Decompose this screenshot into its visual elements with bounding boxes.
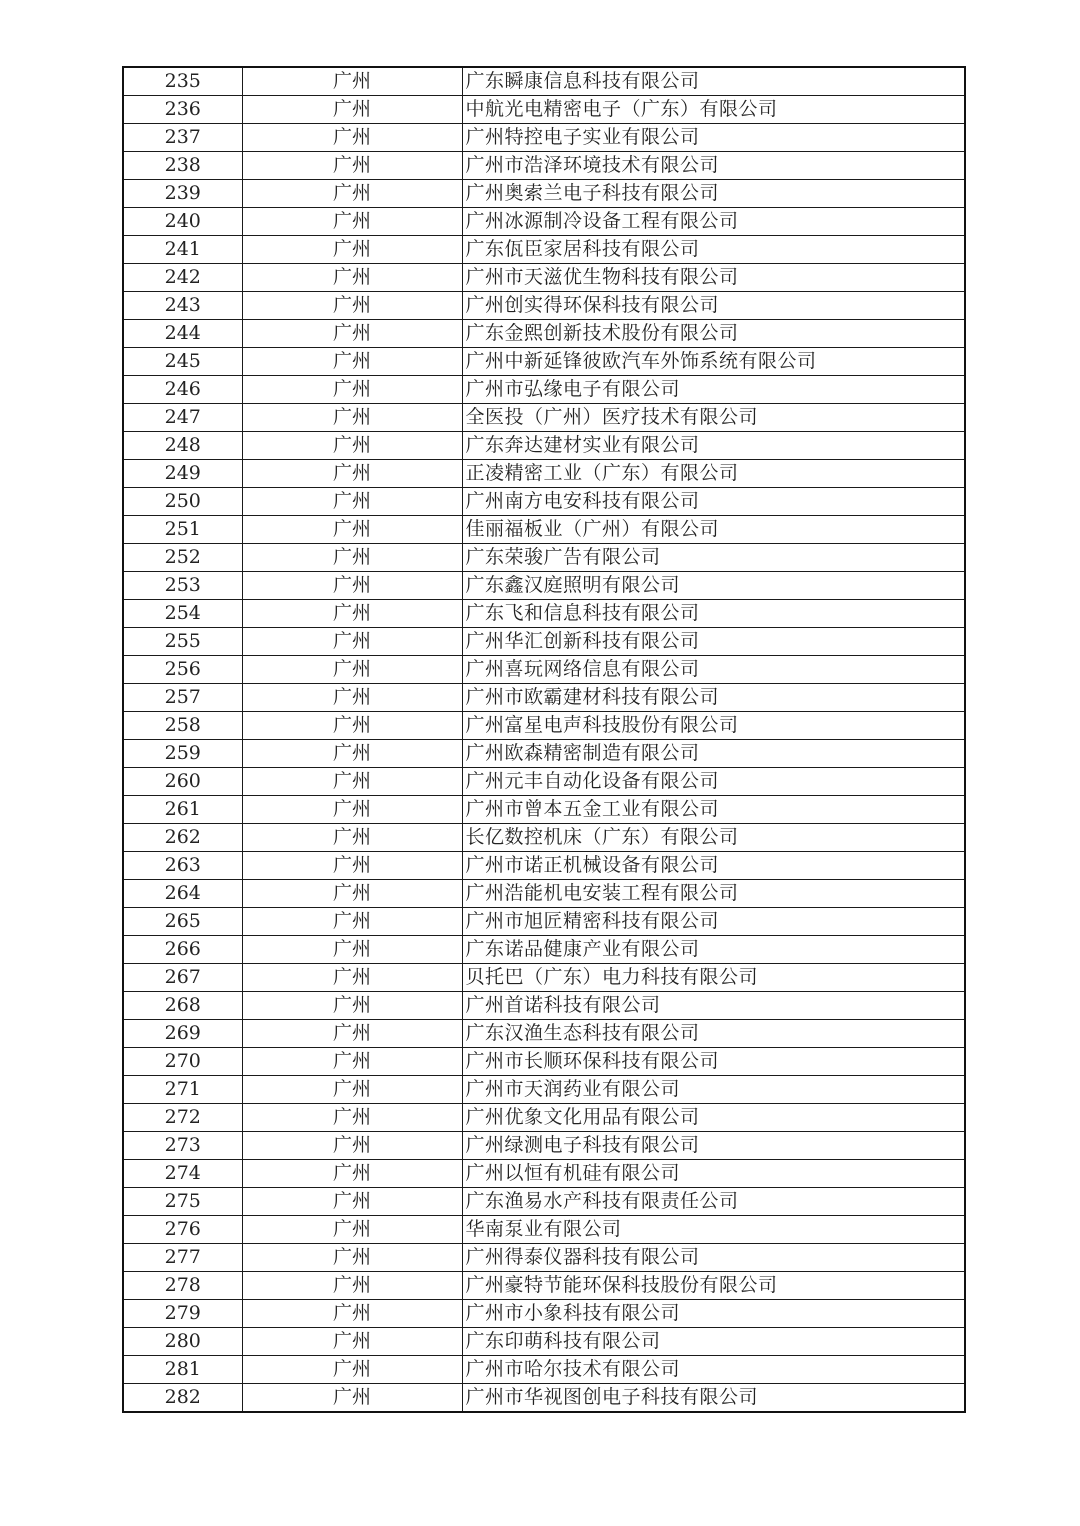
city-cell: 广州: [242, 852, 462, 880]
table-row: [123, 768, 965, 796]
company-name-cell: 广州欧森精密制造有限公司: [462, 740, 965, 768]
table-row: [123, 1048, 965, 1076]
company-name-cell: 广州冰源制冷设备工程有限公司: [462, 208, 965, 236]
city-cell: 广州: [242, 1216, 462, 1244]
city-cell: 广州: [242, 1020, 462, 1048]
company-name-cell: 广东渔易水产科技有限责任公司: [462, 1188, 965, 1216]
row-number-cell: 254: [123, 600, 242, 628]
city-cell: 广州: [242, 796, 462, 824]
company-name-cell: 广东荣骏广告有限公司: [462, 544, 965, 572]
row-number-cell: 278: [123, 1272, 242, 1300]
company-name-cell: 广州市欧霸建材科技有限公司: [462, 684, 965, 712]
table-row: [123, 852, 965, 880]
company-name-cell: 广州以恒有机硅有限公司: [462, 1160, 965, 1188]
row-number-cell: 247: [123, 404, 242, 432]
city-cell: 广州: [242, 656, 462, 684]
table-row: [123, 1160, 965, 1188]
table-row: [123, 1328, 965, 1356]
city-cell: 广州: [242, 628, 462, 656]
row-number-cell: 276: [123, 1216, 242, 1244]
city-cell: 广州: [242, 712, 462, 740]
city-cell: 广州: [242, 236, 462, 264]
city-cell: 广州: [242, 1356, 462, 1384]
table-row: [123, 1356, 965, 1384]
row-number-cell: 251: [123, 516, 242, 544]
row-number-cell: 266: [123, 936, 242, 964]
company-name-cell: 广州首诺科技有限公司: [462, 992, 965, 1020]
company-name-cell: 广东印萌科技有限公司: [462, 1328, 965, 1356]
table-row: [123, 712, 965, 740]
table-row: [123, 600, 965, 628]
city-cell: 广州: [242, 992, 462, 1020]
table-row: [123, 544, 965, 572]
city-cell: 广州: [242, 67, 462, 96]
row-number-cell: 249: [123, 460, 242, 488]
company-name-cell: 广州特控电子实业有限公司: [462, 124, 965, 152]
city-cell: 广州: [242, 1104, 462, 1132]
table-row: [123, 1384, 965, 1413]
company-name-cell: 广州市华视图创电子科技有限公司: [462, 1384, 965, 1413]
row-number-cell: 262: [123, 824, 242, 852]
company-name-cell: 长亿数控机床（广东）有限公司: [462, 824, 965, 852]
table-row: [123, 964, 965, 992]
city-cell: 广州: [242, 600, 462, 628]
table-row: [123, 1300, 965, 1328]
city-cell: 广州: [242, 824, 462, 852]
company-name-cell: 广州绿测电子科技有限公司: [462, 1132, 965, 1160]
company-name-cell: 广州喜玩网络信息有限公司: [462, 656, 965, 684]
row-number-cell: 243: [123, 292, 242, 320]
table-row: [123, 1076, 965, 1104]
table-row: [123, 404, 965, 432]
company-name-cell: 广州浩能机电安装工程有限公司: [462, 880, 965, 908]
table-row: [123, 432, 965, 460]
company-name-cell: 广州市小象科技有限公司: [462, 1300, 965, 1328]
company-name-cell: 全医投（广州）医疗技术有限公司: [462, 404, 965, 432]
row-number-cell: 239: [123, 180, 242, 208]
row-number-cell: 244: [123, 320, 242, 348]
row-number-cell: 253: [123, 572, 242, 600]
row-number-cell: 277: [123, 1244, 242, 1272]
city-cell: 广州: [242, 1160, 462, 1188]
table-row: [123, 67, 965, 96]
table-row: [123, 180, 965, 208]
city-cell: 广州: [242, 516, 462, 544]
row-number-cell: 260: [123, 768, 242, 796]
city-cell: 广州: [242, 1188, 462, 1216]
company-name-cell: 广州市曾本五金工业有限公司: [462, 796, 965, 824]
company-list-body: [123, 67, 965, 1412]
table-row: [123, 1104, 965, 1132]
city-cell: 广州: [242, 208, 462, 236]
table-row: [123, 824, 965, 852]
row-number-cell: 281: [123, 1356, 242, 1384]
row-number-cell: 271: [123, 1076, 242, 1104]
city-cell: 广州: [242, 684, 462, 712]
city-cell: 广州: [242, 1132, 462, 1160]
company-name-cell: 广州市长顺环保科技有限公司: [462, 1048, 965, 1076]
table-row: [123, 292, 965, 320]
row-number-cell: 265: [123, 908, 242, 936]
row-number-cell: 273: [123, 1132, 242, 1160]
company-name-cell: 广东诺品健康产业有限公司: [462, 936, 965, 964]
table-row: [123, 628, 965, 656]
city-cell: 广州: [242, 124, 462, 152]
row-number-cell: 235: [123, 67, 242, 96]
table-row: [123, 684, 965, 712]
table-row: [123, 1272, 965, 1300]
row-number-cell: 274: [123, 1160, 242, 1188]
company-name-cell: 广州市天润药业有限公司: [462, 1076, 965, 1104]
table-row: [123, 1244, 965, 1272]
company-name-cell: 广州创实得环保科技有限公司: [462, 292, 965, 320]
table-row: [123, 1020, 965, 1048]
company-name-cell: 广东金熙创新技术股份有限公司: [462, 320, 965, 348]
city-cell: 广州: [242, 376, 462, 404]
table-row: [123, 236, 965, 264]
company-name-cell: 广州豪特节能环保科技股份有限公司: [462, 1272, 965, 1300]
city-cell: 广州: [242, 740, 462, 768]
city-cell: 广州: [242, 432, 462, 460]
city-cell: 广州: [242, 264, 462, 292]
table-row: [123, 264, 965, 292]
company-name-cell: 华南泵业有限公司: [462, 1216, 965, 1244]
row-number-cell: 245: [123, 348, 242, 376]
table-row: [123, 488, 965, 516]
company-name-cell: 佳丽福板业（广州）有限公司: [462, 516, 965, 544]
table-row: [123, 1216, 965, 1244]
row-number-cell: 236: [123, 96, 242, 124]
table-row: [123, 572, 965, 600]
city-cell: 广州: [242, 768, 462, 796]
row-number-cell: 248: [123, 432, 242, 460]
city-cell: 广州: [242, 1076, 462, 1104]
table-row: [123, 992, 965, 1020]
company-name-cell: 广东飞和信息科技有限公司: [462, 600, 965, 628]
row-number-cell: 250: [123, 488, 242, 516]
company-name-cell: 广州优象文化用品有限公司: [462, 1104, 965, 1132]
row-number-cell: 246: [123, 376, 242, 404]
row-number-cell: 264: [123, 880, 242, 908]
company-name-cell: 广州市诺正机械设备有限公司: [462, 852, 965, 880]
table-row: [123, 740, 965, 768]
row-number-cell: 237: [123, 124, 242, 152]
company-name-cell: 广州市旭匠精密科技有限公司: [462, 908, 965, 936]
city-cell: 广州: [242, 964, 462, 992]
company-name-cell: 广州元丰自动化设备有限公司: [462, 768, 965, 796]
table-row: [123, 1132, 965, 1160]
row-number-cell: 275: [123, 1188, 242, 1216]
company-name-cell: 广东鑫汉庭照明有限公司: [462, 572, 965, 600]
row-number-cell: 261: [123, 796, 242, 824]
row-number-cell: 270: [123, 1048, 242, 1076]
city-cell: 广州: [242, 1244, 462, 1272]
company-name-cell: 广州市哈尔技术有限公司: [462, 1356, 965, 1384]
table-row: [123, 124, 965, 152]
row-number-cell: 252: [123, 544, 242, 572]
table-row: [123, 656, 965, 684]
city-cell: 广州: [242, 880, 462, 908]
row-number-cell: 263: [123, 852, 242, 880]
table-row: [123, 348, 965, 376]
row-number-cell: 279: [123, 1300, 242, 1328]
company-name-cell: 中航光电精密电子（广东）有限公司: [462, 96, 965, 124]
city-cell: 广州: [242, 1048, 462, 1076]
city-cell: 广州: [242, 1300, 462, 1328]
city-cell: 广州: [242, 488, 462, 516]
row-number-cell: 280: [123, 1328, 242, 1356]
city-cell: 广州: [242, 320, 462, 348]
company-list-table: [122, 66, 966, 1413]
row-number-cell: 282: [123, 1384, 242, 1413]
row-number-cell: 268: [123, 992, 242, 1020]
company-name-cell: 广东汉渔生态科技有限公司: [462, 1020, 965, 1048]
table-row: [123, 908, 965, 936]
table-row: [123, 96, 965, 124]
city-cell: 广州: [242, 1384, 462, 1413]
table-row: [123, 796, 965, 824]
row-number-cell: 241: [123, 236, 242, 264]
company-name-cell: 广东瞬康信息科技有限公司: [462, 67, 965, 96]
company-name-cell: 广州奥索兰电子科技有限公司: [462, 180, 965, 208]
table-row: [123, 936, 965, 964]
city-cell: 广州: [242, 180, 462, 208]
city-cell: 广州: [242, 544, 462, 572]
table-row: [123, 320, 965, 348]
city-cell: 广州: [242, 96, 462, 124]
city-cell: 广州: [242, 152, 462, 180]
company-name-cell: 广州市浩泽环境技术有限公司: [462, 152, 965, 180]
city-cell: 广州: [242, 1328, 462, 1356]
row-number-cell: 240: [123, 208, 242, 236]
company-name-cell: 正凌精密工业（广东）有限公司: [462, 460, 965, 488]
city-cell: 广州: [242, 572, 462, 600]
row-number-cell: 238: [123, 152, 242, 180]
company-name-cell: 广州中新延锋彼欧汽车外饰系统有限公司: [462, 348, 965, 376]
company-name-cell: 广州富星电声科技股份有限公司: [462, 712, 965, 740]
company-name-cell: 广州市弘缘电子有限公司: [462, 376, 965, 404]
company-name-cell: 广州得泰仪器科技有限公司: [462, 1244, 965, 1272]
row-number-cell: 272: [123, 1104, 242, 1132]
row-number-cell: 257: [123, 684, 242, 712]
company-name-cell: 广州南方电安科技有限公司: [462, 488, 965, 516]
row-number-cell: 267: [123, 964, 242, 992]
row-number-cell: 258: [123, 712, 242, 740]
city-cell: 广州: [242, 404, 462, 432]
table-row: [123, 152, 965, 180]
company-name-cell: 贝托巴（广东）电力科技有限公司: [462, 964, 965, 992]
row-number-cell: 269: [123, 1020, 242, 1048]
table-row: [123, 460, 965, 488]
city-cell: 广州: [242, 292, 462, 320]
city-cell: 广州: [242, 936, 462, 964]
table-row: [123, 880, 965, 908]
table-row: [123, 208, 965, 236]
table-row: [123, 1188, 965, 1216]
city-cell: 广州: [242, 908, 462, 936]
company-name-cell: 广东奔达建材实业有限公司: [462, 432, 965, 460]
table-row: [123, 376, 965, 404]
company-name-cell: 广州市天滋优生物科技有限公司: [462, 264, 965, 292]
company-name-cell: 广州华汇创新科技有限公司: [462, 628, 965, 656]
row-number-cell: 256: [123, 656, 242, 684]
city-cell: 广州: [242, 348, 462, 376]
row-number-cell: 255: [123, 628, 242, 656]
city-cell: 广州: [242, 460, 462, 488]
company-name-cell: 广东佤臣家居科技有限公司: [462, 236, 965, 264]
row-number-cell: 259: [123, 740, 242, 768]
city-cell: 广州: [242, 1272, 462, 1300]
table-row: [123, 516, 965, 544]
row-number-cell: 242: [123, 264, 242, 292]
